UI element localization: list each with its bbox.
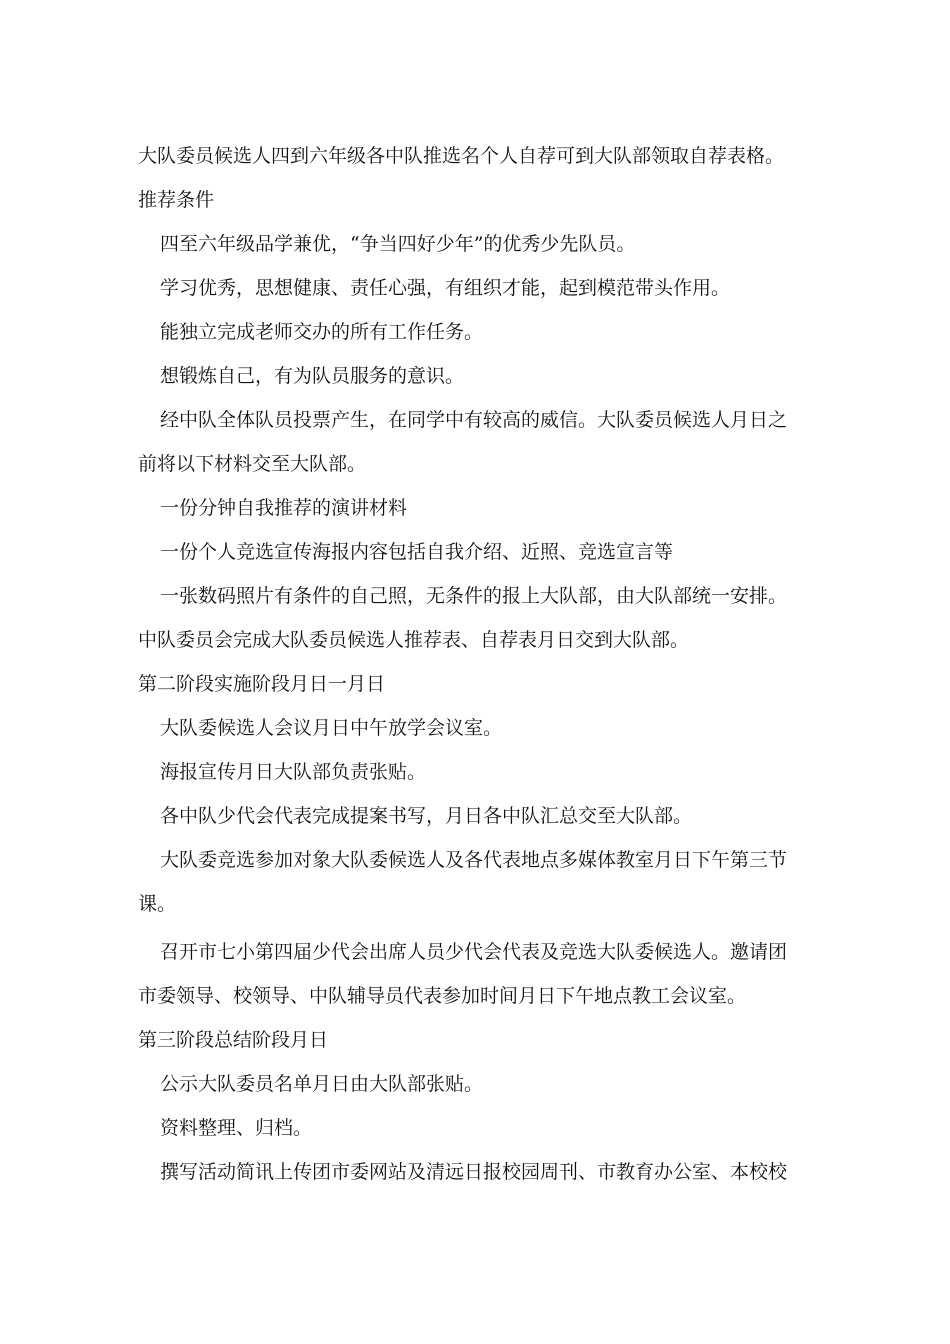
paragraph-election-line-1: 大队委竞选参加对象大队委候选人及各代表地点多媒体教室月日下午第三节 [160, 849, 788, 871]
paragraph-election-line-2: 课。 [138, 893, 177, 915]
paragraph-proposal-writing: 各中队少代会代表完成提案书写，月日各中队汇总交至大队部。 [160, 805, 693, 827]
paragraph-candidate-meeting: 大队委候选人会议月日中午放学会议室。 [160, 717, 503, 739]
paragraph-material-3: 一张数码照片有条件的自己照，无条件的报上大队部，由大队部统一安排。 [160, 585, 788, 607]
paragraph-congress-line-1: 召开市七小第四届少代会出席人员少代会代表及竞选大队委候选人。邀请团 [160, 941, 788, 963]
paragraph-material-2: 一份个人竞选宣传海报内容包括自我介绍、近照、竞选宣言等 [160, 541, 674, 563]
paragraph-newsletter: 撰写活动简讯上传团市委网站及清远日报校园周刊、市教育办公室、本校校 [160, 1161, 788, 1183]
paragraph-condition-2: 学习优秀，思想健康、责任心强，有组织才能，起到模范带头作用。 [160, 277, 731, 299]
paragraph-committee-submit: 中队委员会完成大队委员候选人推荐表、自荐表月日交到大队部。 [138, 629, 690, 651]
heading-phase-three: 第三阶段总结阶段月日 [138, 1029, 329, 1051]
paragraph-condition-1: 四至六年级品学兼优，“争当四好少年”的优秀少先队员。 [160, 233, 636, 255]
paragraph-condition-4: 想锻炼自己，有为队员服务的意识。 [160, 365, 465, 387]
heading-recommendation-conditions: 推荐条件 [138, 189, 215, 211]
paragraph-congress-line-2: 市委领导、校领导、中队辅导员代表参加时间月日下午地点教工会议室。 [138, 985, 747, 1007]
paragraph-material-1: 一份分钟自我推荐的演讲材料 [160, 497, 408, 519]
paragraph-poster-promotion: 海报宣传月日大队部负责张贴。 [160, 761, 427, 783]
paragraph-voting-line-1: 经中队全体队员投票产生，在同学中有较高的威信。大队委员候选人月日之 [160, 409, 788, 431]
paragraph-voting-line-2: 前将以下材料交至大队部。 [138, 453, 367, 475]
paragraph-archive: 资料整理、归档。 [160, 1117, 313, 1139]
paragraph-candidates-intro: 大队委员候选人四到六年级各中队推选名个人自荐可到大队部领取自荐表格。 [138, 145, 785, 167]
paragraph-publish-list: 公示大队委员名单月日由大队部张贴。 [160, 1073, 484, 1095]
paragraph-condition-3: 能独立完成老师交办的所有工作任务。 [160, 321, 484, 343]
heading-phase-two: 第二阶段实施阶段月日一月日 [138, 673, 386, 695]
